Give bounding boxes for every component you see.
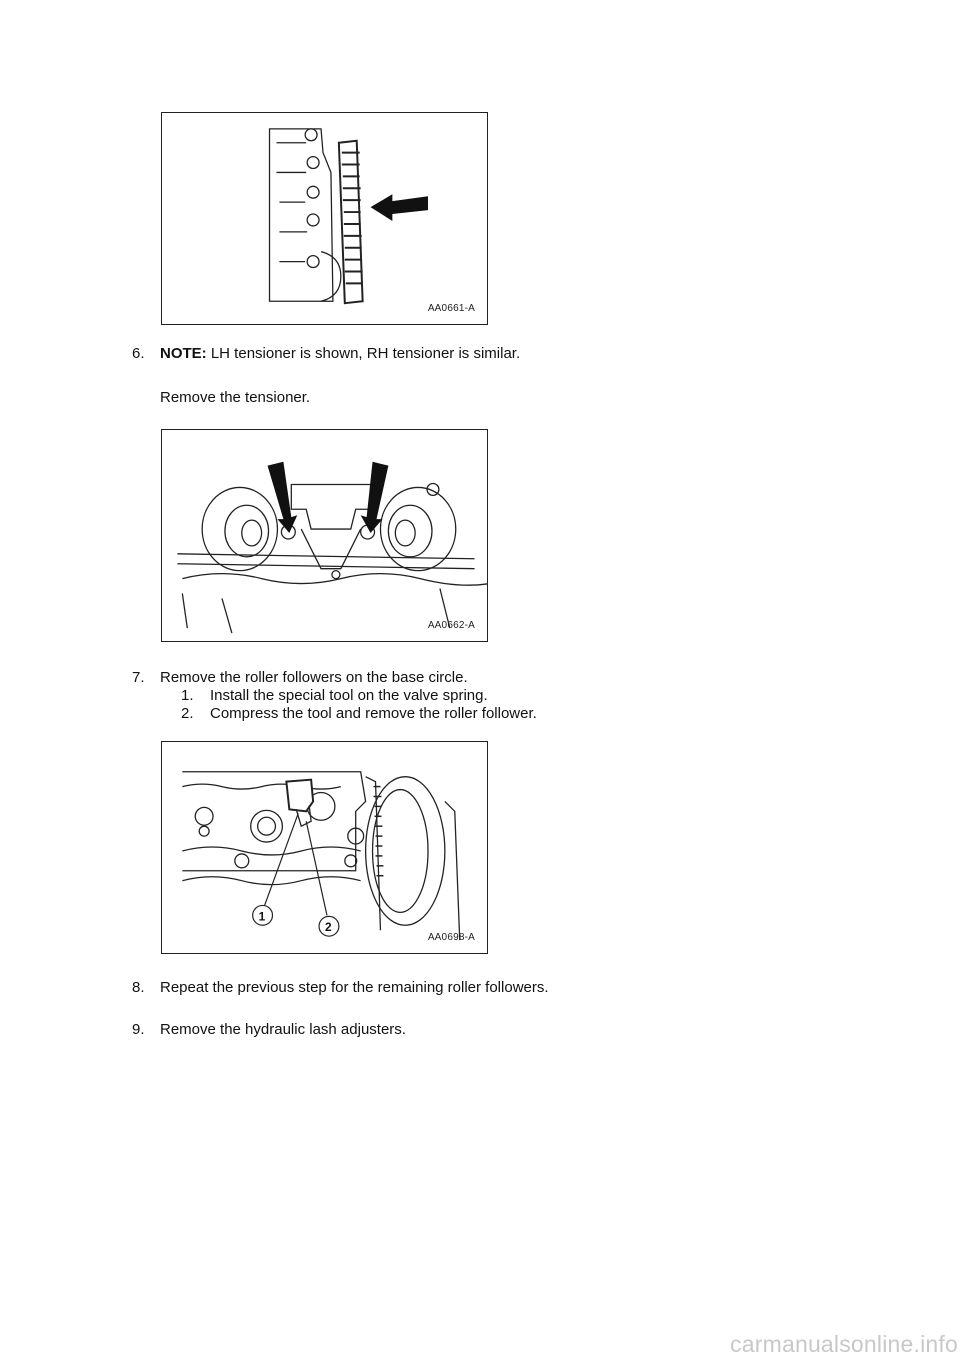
figure-label: AA0661-A [427,303,475,314]
figure-roller-follower [161,741,488,954]
callout-1: 1 [258,909,266,924]
substep-number: 2. [181,705,194,722]
figure-tensioner [161,429,488,642]
note-text: LH tensioner is shown, RH tensioner is similar. [206,345,521,362]
step-text: Remove the hydraulic lash adjusters. [160,1021,406,1038]
step-instruction: Remove the tensioner. [160,389,311,406]
tensioner-illustration [162,430,487,641]
step-number: 8. [132,979,145,996]
substep-text: Install the special tool on the valve spring. [210,687,488,704]
step-text: Remove the roller followers on the base circle. [160,669,468,686]
figure-label: AA0698-A [427,932,475,943]
figure-label: AA0662-A [427,620,475,631]
substep-number: 1. [181,687,194,704]
step-number: 7. [132,669,145,686]
step-number: 6. [132,345,145,362]
substep-1 [181,687,488,705]
watermark: carmanualsonline.info [730,1331,958,1357]
step-text: Repeat the previous step for the remaining roller followers. [160,979,549,996]
callout-2: 2 [324,920,332,935]
roller-follower-illustration [162,742,487,953]
step-note [160,345,520,363]
step-number: 9. [132,1021,145,1038]
substep-text: Compress the tool and remove the roller follower. [210,705,537,722]
figure-timing-chain [161,112,488,325]
timing-chain-illustration [162,113,487,324]
note-label: NOTE: [160,345,207,362]
substep-2 [181,705,537,723]
